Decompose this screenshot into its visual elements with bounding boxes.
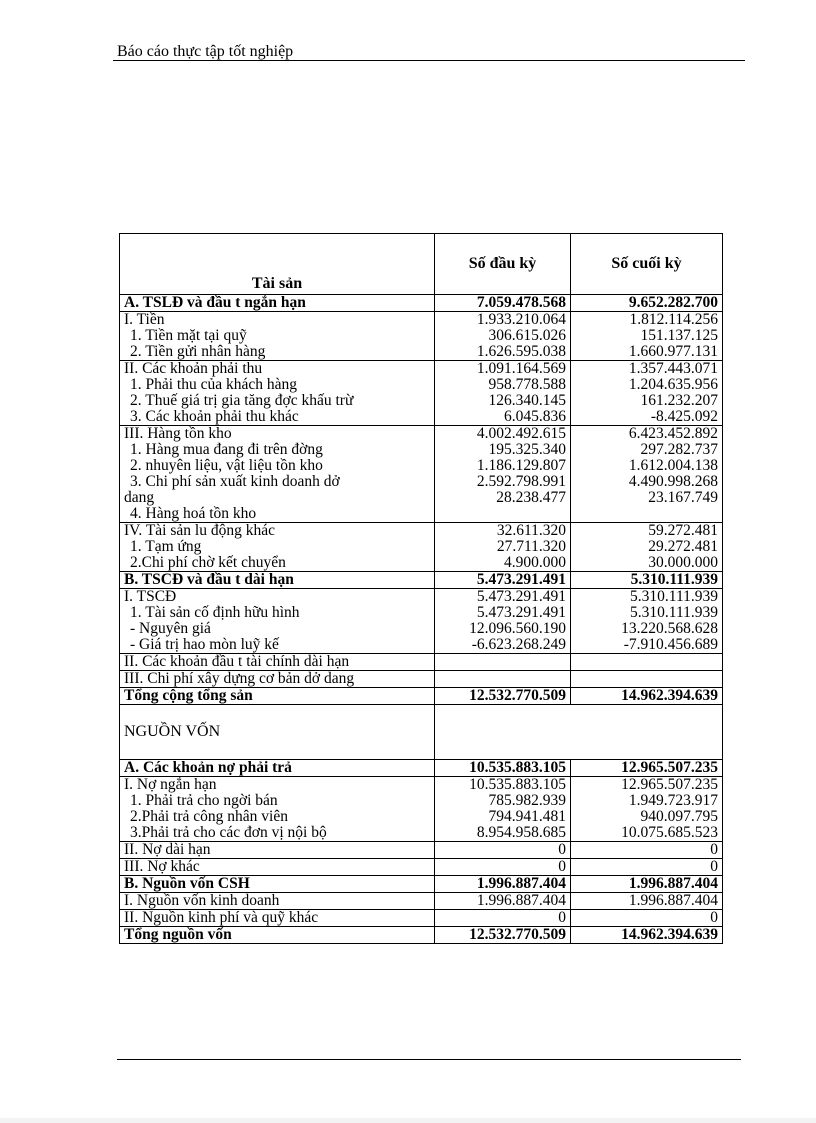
group-labels xyxy=(120,312,435,361)
value: 958.778.588 xyxy=(488,376,566,393)
group-labels xyxy=(120,426,435,523)
label: II. Nợ dài hạn xyxy=(120,842,435,859)
value: 12.965.507.235 xyxy=(621,776,718,793)
value: 10.075.685.523 xyxy=(621,824,718,841)
value: 30.000.000 xyxy=(648,554,718,571)
value: 1.626.595.038 xyxy=(476,343,566,360)
row-total-sources xyxy=(120,927,723,944)
value: 195.325.340 xyxy=(488,441,566,458)
value: 1.660.977.131 xyxy=(628,343,718,360)
line: 2. nhuyên liệu, vật liệu tồn kho xyxy=(130,457,323,474)
value: 5.310.111.939 xyxy=(630,604,718,621)
label: II. Nguồn kinh phí và quỹ khác xyxy=(120,910,435,927)
section-empty-cell xyxy=(435,705,723,760)
group-tai-san-luu-dong-khac xyxy=(120,523,723,572)
label: Tổng nguồn vốn xyxy=(120,927,435,944)
line: - Nguyên giá xyxy=(130,620,211,637)
group-begin xyxy=(435,589,571,654)
value: 28.238.477 xyxy=(496,489,566,506)
line: 3. Chi phí sản xuất kinh doanh dở xyxy=(130,473,340,490)
line: 3.Phải trả cho các đơn vị nội bộ xyxy=(130,824,327,841)
value: 27.711.320 xyxy=(496,538,566,555)
value-begin: 0 xyxy=(435,842,571,859)
value-begin: 1.996.887.404 xyxy=(435,893,571,910)
value-end xyxy=(571,654,723,671)
row-nguon-kinh-phi xyxy=(120,910,723,927)
value-end: 1.996.887.404 xyxy=(571,893,723,910)
value-end: 0 xyxy=(571,859,723,876)
line: - Giá trị hao mòn luỹ kế xyxy=(130,636,279,653)
group-labels xyxy=(120,523,435,572)
row-b-nguon-von-csh xyxy=(120,876,723,893)
value: 4.490.998.268 xyxy=(628,473,718,490)
row-no-dai-han xyxy=(120,842,723,859)
value: 794.941.481 xyxy=(488,808,566,825)
value: 59.272.481 xyxy=(648,522,718,539)
row-nguon-von-heading xyxy=(120,705,723,760)
value-end: 9.652.282.700 xyxy=(571,295,723,312)
value: 32.611.320 xyxy=(496,522,566,539)
line: 2.Chi phí chờ kết chuyển xyxy=(130,554,286,571)
label: A. TSLĐ và đầu t ngắn hạn xyxy=(120,295,435,312)
label: I. Nguồn vốn kinh doanh xyxy=(120,893,435,910)
line: 4. Hàng hoá tồn kho xyxy=(130,505,257,522)
value: 5.473.291.491 xyxy=(476,588,566,605)
value-begin xyxy=(435,654,571,671)
line: 2.Phải trả công nhân viên xyxy=(130,808,288,825)
value-end: 5.310.111.939 xyxy=(571,572,723,589)
value-begin: 0 xyxy=(435,859,571,876)
line: I. Tiền xyxy=(124,311,165,328)
value: 1.933.210.064 xyxy=(476,311,566,328)
row-total-assets xyxy=(120,688,723,705)
column-header-row xyxy=(120,234,723,295)
label: A. Các khoản nợ phải trả xyxy=(120,760,435,777)
value: 10.535.883.105 xyxy=(469,776,566,793)
value: 29.272.481 xyxy=(648,538,718,555)
value: 2.592.798.991 xyxy=(476,473,566,490)
line: 1. Tài sản cố định hữu hình xyxy=(130,604,300,621)
value: 151.137.125 xyxy=(640,327,718,344)
group-end xyxy=(571,523,723,572)
value-end: 0 xyxy=(571,842,723,859)
value: 1.812.114.256 xyxy=(629,311,718,328)
value-begin: 7.059.478.568 xyxy=(435,295,571,312)
line: 1. Tạm ứng xyxy=(130,538,202,555)
value-begin: 0 xyxy=(435,910,571,927)
row-nguon-von-kinh-doanh xyxy=(120,893,723,910)
value-end: 14.962.394.639 xyxy=(571,688,723,705)
label: III. Nợ khác xyxy=(120,859,435,876)
value-begin xyxy=(435,671,571,688)
value: -6.623.268.249 xyxy=(471,636,566,653)
line: 2. Tiền gửi nhân hàng xyxy=(130,343,266,360)
label: B. Nguồn vốn CSH xyxy=(120,876,435,893)
value: 13.220.568.628 xyxy=(621,620,718,637)
value: 6.423.452.892 xyxy=(628,425,718,442)
value-begin: 12.532.770.509 xyxy=(435,927,571,944)
group-hang-ton-kho xyxy=(120,426,723,523)
line: I. TSCĐ xyxy=(124,588,177,605)
value-begin: 12.532.770.509 xyxy=(435,688,571,705)
line: 1. Tiền mặt tại quỹ xyxy=(130,327,247,344)
group-tien xyxy=(120,312,723,361)
line: 1. Hàng mua đang đi trên đờng xyxy=(130,441,323,458)
row-no-khac xyxy=(120,859,723,876)
value: 306.615.026 xyxy=(488,327,566,344)
line: 3. Các khoản phải thu khác xyxy=(130,408,299,425)
value: 940.097.795 xyxy=(640,808,718,825)
group-end xyxy=(571,777,723,842)
col-header-asset: Tài sản xyxy=(120,234,435,295)
row-a-no-phai-tra xyxy=(120,760,723,777)
value: 1.612.004.138 xyxy=(628,457,718,474)
value: 6.045.836 xyxy=(504,408,566,425)
value: 1.091.164.569 xyxy=(476,360,566,377)
value-end: 0 xyxy=(571,910,723,927)
value: 8.954.958.685 xyxy=(476,824,566,841)
value: 785.982.939 xyxy=(488,792,566,809)
row-b-tscd xyxy=(120,572,723,589)
value: 297.282.737 xyxy=(640,441,718,458)
value: 12.096.560.190 xyxy=(469,620,566,637)
col-header-end: Số cuối kỳ xyxy=(571,234,723,295)
group-end xyxy=(571,361,723,426)
page-bottom-band xyxy=(0,1118,816,1123)
value-begin: 10.535.883.105 xyxy=(435,760,571,777)
value: 1.186.129.807 xyxy=(476,457,566,474)
line: 1. Phải thu của khách hàng xyxy=(130,376,298,393)
section-title: NGUỒN VỐN xyxy=(120,705,435,760)
row-dau-tu-tai-chinh-dai-han xyxy=(120,654,723,671)
value: 161.232.207 xyxy=(640,392,718,409)
group-begin xyxy=(435,777,571,842)
header-rule xyxy=(113,60,745,61)
group-begin xyxy=(435,523,571,572)
label: II. Các khoản đầu t tài chính dài hạn xyxy=(120,654,435,671)
value: 4.900.000 xyxy=(504,554,566,571)
group-labels xyxy=(120,361,435,426)
value: -8.425.092 xyxy=(650,408,718,425)
value: 126.340.145 xyxy=(488,392,566,409)
group-begin xyxy=(435,312,571,361)
value-begin: 1.996.887.404 xyxy=(435,876,571,893)
value-end: 1.996.887.404 xyxy=(571,876,723,893)
value-end: 12.965.507.235 xyxy=(571,760,723,777)
group-end xyxy=(571,426,723,523)
value: 1.204.635.956 xyxy=(628,376,718,393)
value: 4.002.492.615 xyxy=(476,425,566,442)
group-labels xyxy=(120,589,435,654)
value: 5.473.291.491 xyxy=(476,604,566,621)
label: B. TSCĐ và đầu t dài hạn xyxy=(120,572,435,589)
balance-sheet-table xyxy=(119,233,723,944)
label: III. Chi phí xây dựng cơ bản dở dang xyxy=(120,671,435,688)
line: dang xyxy=(124,489,155,506)
group-end xyxy=(571,312,723,361)
footer-rule xyxy=(117,1059,741,1060)
line: III. Hàng tồn kho xyxy=(124,425,232,442)
value: 1.949.723.917 xyxy=(628,792,718,809)
value-end xyxy=(571,671,723,688)
value: 23.167.749 xyxy=(648,489,718,506)
group-labels xyxy=(120,777,435,842)
page-header-title: Báo cáo thực tập tốt nghiệp xyxy=(117,43,294,60)
group-no-ngan-han xyxy=(120,777,723,842)
row-chi-phi-xay-dung xyxy=(120,671,723,688)
line: I. Nợ ngắn hạn xyxy=(124,776,217,793)
line: IV. Tài sản lu động khác xyxy=(124,522,275,539)
line: 1. Phải trả cho ngời bán xyxy=(130,792,278,809)
label: Tổng cộng tổng sản xyxy=(120,688,435,705)
group-end xyxy=(571,589,723,654)
value-end: 14.962.394.639 xyxy=(571,927,723,944)
group-phai-thu xyxy=(120,361,723,426)
line: II. Các khoản phải thu xyxy=(124,360,263,377)
group-tscd xyxy=(120,589,723,654)
group-begin xyxy=(435,361,571,426)
line: 2. Thuế giá trị gia tăng đợc khấu trừ xyxy=(130,392,354,409)
value: -7.910.456.689 xyxy=(623,636,718,653)
group-begin xyxy=(435,426,571,523)
value: 1.357.443.071 xyxy=(628,360,718,377)
col-header-begin: Số đầu kỳ xyxy=(435,234,571,295)
value: 5.310.111.939 xyxy=(630,588,718,605)
value-begin: 5.473.291.491 xyxy=(435,572,571,589)
row-a-tsld xyxy=(120,295,723,312)
